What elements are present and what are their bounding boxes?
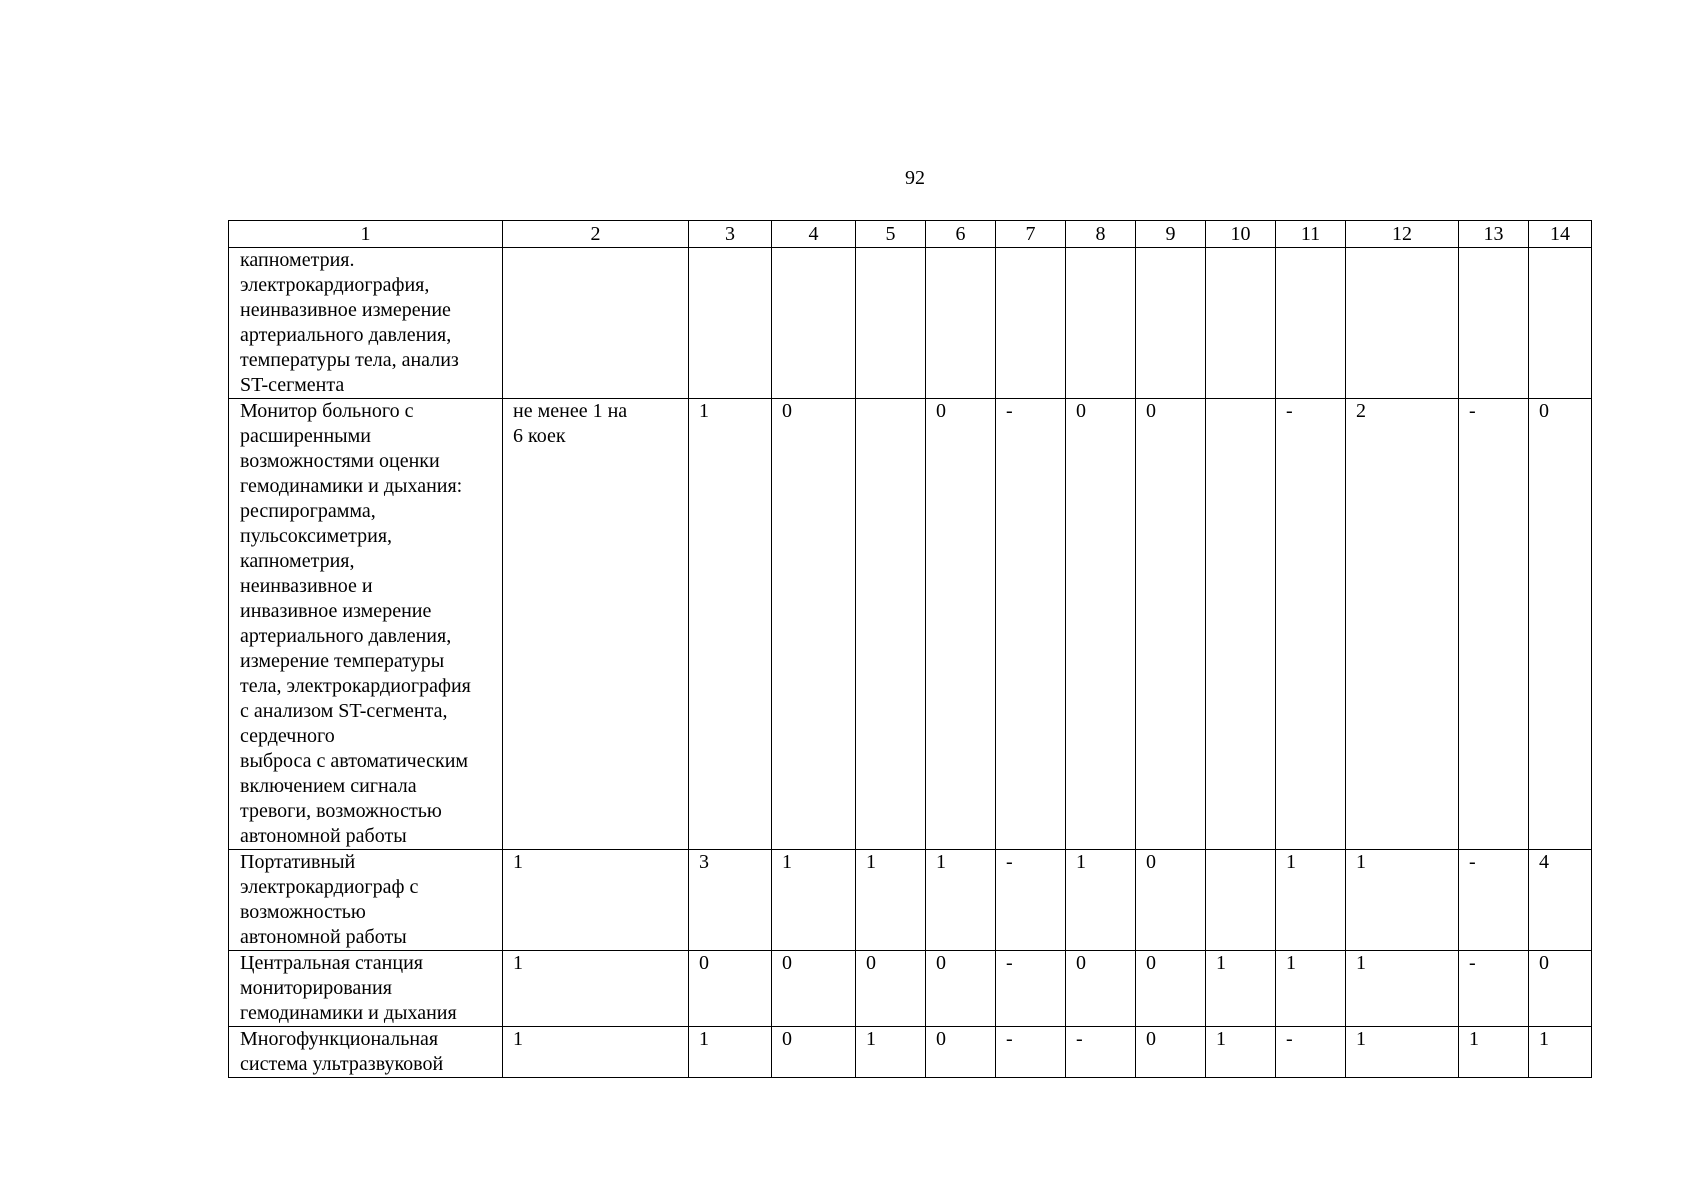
table-cell: - [1276, 1027, 1346, 1078]
table-cell [1066, 248, 1136, 399]
table-row [229, 248, 1592, 399]
equipment-name-cell: Центральная станция мониторирования гемодинамики и дыхания [229, 951, 503, 1027]
table-cell: 1 [1066, 850, 1136, 951]
table-cell: 0 [1066, 399, 1136, 850]
table-cell: 1 [926, 850, 996, 951]
column-header: 8 [1066, 221, 1136, 248]
table-cell: 0 [926, 1027, 996, 1078]
equipment-name-cell: Портативный электрокардиограф с возможностью автономной работы [229, 850, 503, 951]
table-cell: 1 [1276, 951, 1346, 1027]
column-header: 12 [1346, 221, 1459, 248]
column-header: 10 [1206, 221, 1276, 248]
table-cell: 0 [772, 951, 856, 1027]
table-cell: 0 [1136, 1027, 1206, 1078]
quantity-cell: 1 [503, 850, 689, 951]
table-cell: 0 [1529, 951, 1592, 1027]
column-header: 11 [1276, 221, 1346, 248]
table-row [229, 399, 1592, 850]
table-cell: 1 [1459, 1027, 1529, 1078]
table-cell [1206, 248, 1276, 399]
table-cell: - [996, 1027, 1066, 1078]
table-cell: 1 [1529, 1027, 1592, 1078]
column-header: 2 [503, 221, 689, 248]
table-cell [1459, 248, 1529, 399]
equipment-name-cell: Многофункциональная система ультразвуковой [229, 1027, 503, 1078]
table-cell [1206, 850, 1276, 951]
table-cell: 2 [1346, 399, 1459, 850]
equipment-table [228, 220, 1592, 1078]
table-cell [1276, 248, 1346, 399]
table-cell [926, 248, 996, 399]
table-cell: 0 [1066, 951, 1136, 1027]
table-cell: 1 [1206, 1027, 1276, 1078]
table-cell: - [996, 399, 1066, 850]
table-cell: 1 [1206, 951, 1276, 1027]
table-cell [996, 248, 1066, 399]
table-cell: 3 [689, 850, 772, 951]
table-cell: - [1459, 399, 1529, 850]
quantity-cell: 1 [503, 1027, 689, 1078]
table-cell: - [996, 850, 1066, 951]
table-cell: 1 [1346, 1027, 1459, 1078]
quantity-cell [503, 248, 689, 399]
table-cell: 1 [856, 1027, 926, 1078]
table-cell [1529, 248, 1592, 399]
table-cell [689, 248, 772, 399]
table-cell: - [996, 951, 1066, 1027]
column-header: 14 [1529, 221, 1592, 248]
table-cell: - [1066, 1027, 1136, 1078]
table-cell [1346, 248, 1459, 399]
table-cell: 0 [1136, 850, 1206, 951]
table-cell: 1 [772, 850, 856, 951]
table-cell: - [1459, 951, 1529, 1027]
table-cell [856, 248, 926, 399]
table-cell: 1 [689, 1027, 772, 1078]
table-cell: 0 [772, 399, 856, 850]
table-cell [1206, 399, 1276, 850]
table-cell: 1 [689, 399, 772, 850]
table-cell [772, 248, 856, 399]
table-cell: 0 [856, 951, 926, 1027]
quantity-cell: не менее 1 на 6 коек [503, 399, 689, 850]
table-cell: 1 [1346, 951, 1459, 1027]
table-cell [856, 399, 926, 850]
table-cell: 0 [772, 1027, 856, 1078]
table-cell: 0 [1529, 399, 1592, 850]
table-cell: 4 [1529, 850, 1592, 951]
column-header: 3 [689, 221, 772, 248]
header-row [229, 221, 1592, 248]
column-header: 5 [856, 221, 926, 248]
table-cell: 0 [689, 951, 772, 1027]
column-header: 13 [1459, 221, 1529, 248]
column-header: 4 [772, 221, 856, 248]
table-cell: 1 [856, 850, 926, 951]
table-cell: 1 [1276, 850, 1346, 951]
quantity-cell: 1 [503, 951, 689, 1027]
table-cell: - [1276, 399, 1346, 850]
column-header: 9 [1136, 221, 1206, 248]
table-cell: 0 [1136, 399, 1206, 850]
column-header: 7 [996, 221, 1066, 248]
table-cell: 1 [1346, 850, 1459, 951]
table-row [229, 850, 1592, 951]
equipment-name-cell: капнометрия. электрокардиография, неинвазивное измерение артериального давления, температуры тела, анализ ST-сегмента [229, 248, 503, 399]
page-number: 92 [905, 167, 925, 189]
column-header: 6 [926, 221, 996, 248]
column-header: 1 [229, 221, 503, 248]
table-row [229, 951, 1592, 1027]
table-cell: 0 [1136, 951, 1206, 1027]
table-cell: 0 [926, 399, 996, 850]
table-cell [1136, 248, 1206, 399]
table-cell: 0 [926, 951, 996, 1027]
equipment-name-cell: Монитор больного с расширенными возможностями оценки гемодинамики и дыхания: респирограмма, пульсоксиметрия, капнометрия, неинвазивное и инвазивное измерение артериального давления, измерение температуры тела, электрокардиография с анализом ST-сегмента, сердечного выброса с автоматическим включением сигнала тревоги, возможностью автономной работы [229, 399, 503, 850]
table-cell: - [1459, 850, 1529, 951]
table-row [229, 1027, 1592, 1078]
